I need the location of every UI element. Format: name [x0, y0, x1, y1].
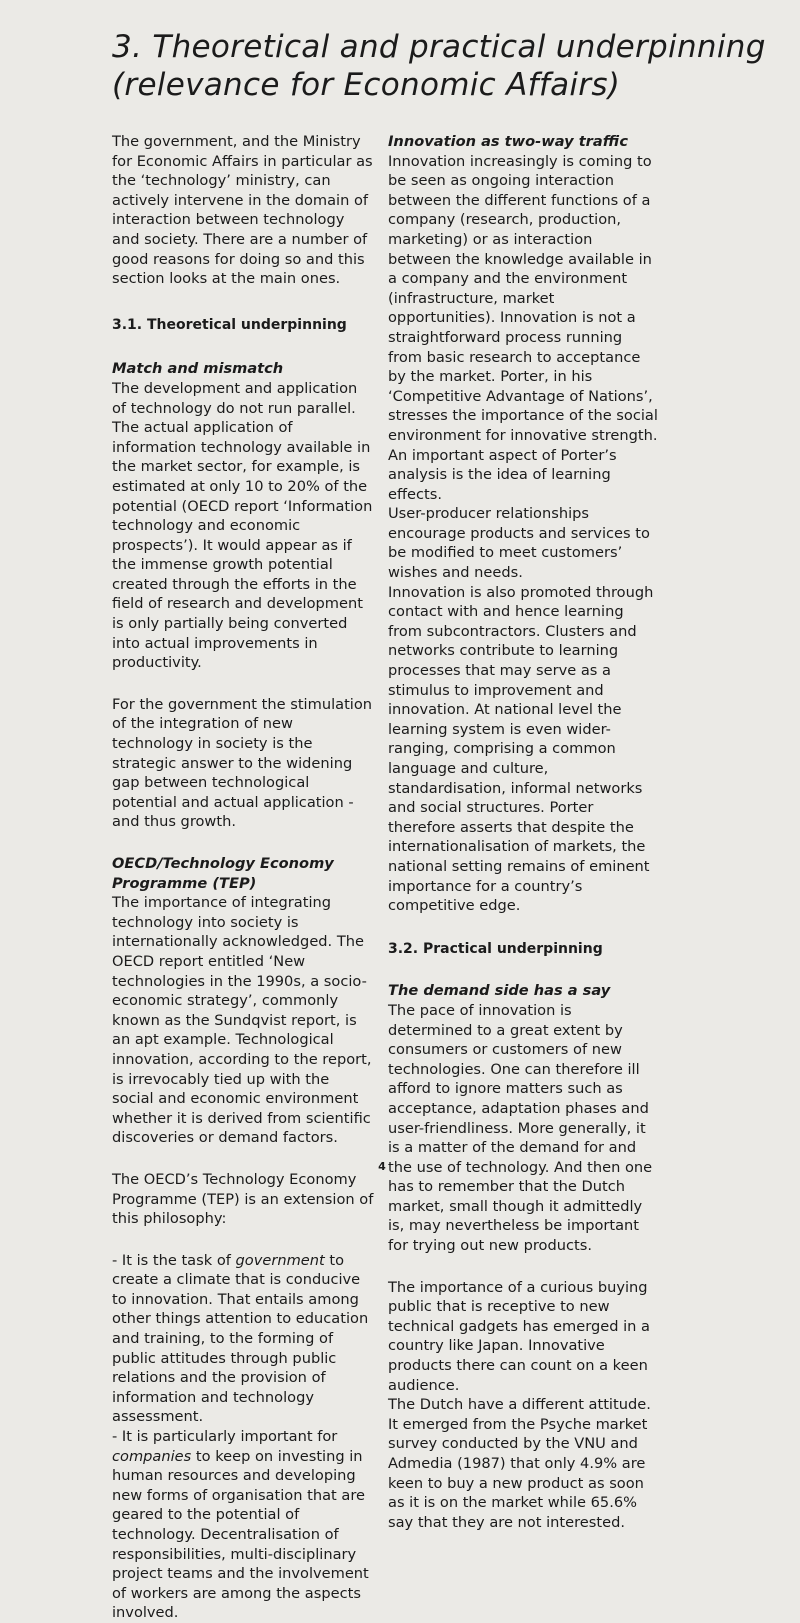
bullet-emphasis: companies [112, 1447, 192, 1465]
oecd-paragraph-2: The OECD’s Technology Economy Programme (TEP) is an extension of this philosophy: [112, 1170, 374, 1228]
bullet-companies [112, 1427, 374, 1623]
subheading-oecd-tep: OECD/Technology Economy Programme (TEP) [112, 855, 334, 892]
demand-paragraph-1: The pace of innovation is determined to a great extent by consumers or customers of new technologies. One can therefore ill afford to ignore matters such as acceptance, adaptation phases and user-friendliness. More generally, it is a matter of the demand for and the use of technology. And then one has to remember that the Dutch market, small though it admittedly is, may nevertheless be important for trying out new products. [388, 1001, 653, 1255]
match-paragraph-2: For the government the stimulation of the integration of new technology in society is the strategic answer to the widening gap between technological potential and actual application - and thus growth. [112, 695, 373, 831]
subheading-innovation: Innovation as two-way traffic [388, 133, 628, 150]
bullet-text: to keep on investing in human resources and developing new forms of organisation that are geared to the potential of technology. Decentralisation of responsibilities, multi-disciplinary project teams and the involvement of workers are among the aspects involved. [112, 1447, 369, 1622]
subheading-demand-side: The demand side has a say [388, 982, 611, 1000]
demand-paragraph-3: The Dutch have a different attitude. It emerged from the Psyche market survey conducted by the VNU and Admedia (1987) that only 4.9% are keen to buy a new product as soon as it is on the market while 65.6% say that they are not interested. [388, 1396, 651, 1531]
bullet-text: to create a climate that is conducive to innovation. That entails among other things attention to education and training, to the forming of public attitudes through public relations and the provision of information and technology assessment. [112, 1251, 369, 1426]
page-title: 3. Theoretical and practical underpinning (relevance for Economic Affairs) [112, 29, 766, 103]
subheading-match-mismatch: Match and mismatch [112, 360, 284, 378]
demand-paragraph-2: The importance of a curious buying public that is receptive to new technical gadgets has emerged in a country like Japan. Innovative products there can count on a keen audience. [388, 1278, 650, 1394]
match-paragraph-1: The development and application of technology do not run parallel. The actual application of information technology available in the market sector, for example, is estimated at only 10 to 20% of the potential (OECD report ‘Information technology and economic prospects’). It would appear as if the immense growth potential created through the efforts in the field of research and development is only partially being converted into actual improvements in productivity. [112, 379, 373, 672]
bullet-text: - It is particularly important for [112, 1428, 338, 1446]
oecd-paragraph-1: The importance of integrating technology into society is internationally acknowledged. The OECD report entitled ‘New technologies in the 1990s, a socio-economic strategy’, commonly known as the Sundqvist report, is an apt example. Technological innovation, according to the report, is irrevocably tied up with the social and economic environment whether it is derived from scientific discoveries or demand factors. [112, 894, 372, 1147]
bullet-text: - It is the task of [112, 1251, 236, 1269]
innovation-paragraph-4: Innovation is also promoted through contact with and hence learning from subcontractors. Clusters and networks contribute to learning processes that may serve as a stimulus to improvement and innovation. At national level the learning system is even wider-ranging, comprising a common language and culture, standardisation, informal networks and social structures. Porter therefore asserts that despite the internationalisation of markets, the national setting remains of eminent importance for a country’s competitive edge. [388, 583, 654, 915]
innovation-paragraph-2: An important aspect of Porter’s analysis is the idea of learning effects. [388, 446, 617, 503]
innovation-paragraph-1: Innovation increasingly is coming to be seen as ongoing interaction between the different functions of a company (research, production, marketing) or as interaction between the knowledge available in a company and the environment (infrastructure, market opportunities). Innovation is not a straightforward process running from basic research to acceptance by the market. Porter, in his ‘Competitive Advantage of Nations’, stresses the importance of the social environment for innovative strength. [388, 152, 658, 444]
section-heading-3-2: 3.2. Practical underpinning [388, 940, 603, 957]
bullet-government [112, 1251, 374, 1427]
innovation-paragraph-3: User-producer relationships encourage products and services to be modified to meet customers’ wishes and needs. [388, 505, 650, 582]
section-heading-3-1: 3.1. Theoretical underpinning [112, 316, 347, 333]
right-column [388, 132, 658, 1532]
bullet-emphasis: government [235, 1251, 325, 1269]
page-number: 4 [378, 1160, 386, 1173]
left-column [112, 132, 374, 1623]
intro-paragraph: The government, and the Ministry for Economic Affairs in particular as the ‘technology’ ministry, can actively intervene in the domain of interaction between technology and society. There are a number of good reasons for doing so and this section looks at the main ones. [112, 133, 373, 288]
